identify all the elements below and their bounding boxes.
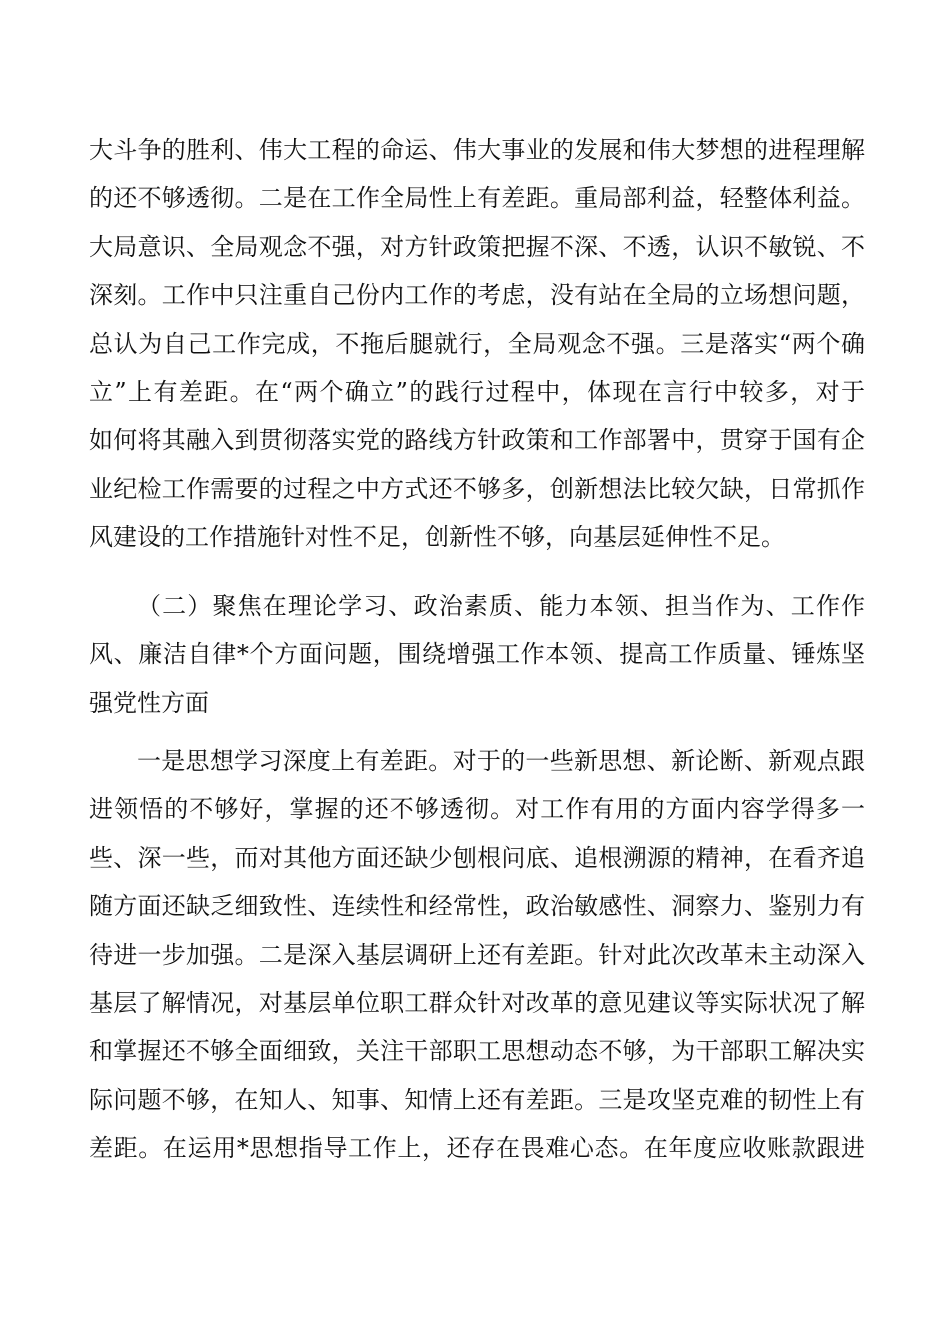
paragraph-body [89, 737, 865, 1173]
text-line: 待进一步加强。二是深入基层调研上还有差距。针对此次改革未主动深入 [89, 940, 865, 969]
text-line: 基层了解情况，对基层单位职工群众针对改革的意见建议等实际状况了解 [89, 988, 865, 1017]
text-line: 际问题不够，在知人、知事、知情上还有差距。三是攻坚克难的韧性上有 [89, 1085, 865, 1114]
text-line: 随方面还缺乏细致性、连续性和经常性，政治敏感性、洞察力、鉴别力有 [89, 892, 865, 921]
text-line: 的还不够透彻。二是在工作全局性上有差距。重局部利益，轻整体利益。 [89, 184, 865, 213]
text-line: 业纪检工作需要的过程之中方式还不够多，创新想法比较欠缺，日常抓作 [89, 474, 865, 503]
text-line: 进领悟的不够好，掌握的还不够透彻。对工作有用的方面内容学得多一 [89, 795, 865, 824]
heading-line: 风、廉洁自律*个方面问题，围绕增强工作本领、提高工作质量、锤炼坚 [89, 640, 865, 669]
text-line: 立”上有差距。在“两个确立”的践行过程中，体现在言行中较多，对于 [89, 377, 865, 406]
section-heading [89, 582, 865, 727]
text-line: 深刻。工作中只注重自己份内工作的考虑，没有站在全局的立场想问题， [89, 281, 865, 310]
heading-line: 强党性方面 [89, 688, 209, 717]
text-line: 和掌握还不够全面细致，关注干部职工思想动态不够，为干部职工解决实 [89, 1037, 865, 1066]
text-line: 风建设的工作措施针对性不足，创新性不够，向基层延伸性不足。 [89, 523, 785, 552]
heading-line: （二）聚焦在理论学习、政治素质、能力本领、担当作为、工作作 [137, 592, 865, 620]
text-line: 总认为自己工作完成，不拖后腿就行，全局观念不强。三是落实“两个确 [89, 329, 865, 358]
text-line: 如何将其融入到贯彻落实党的路线方针政策和工作部署中，贯穿于国有企 [89, 426, 865, 455]
paragraph-continued [89, 126, 865, 562]
text-line: 大局意识、全局观念不强，对方针政策把握不深、不透，认识不敏锐、不 [89, 232, 865, 261]
text-line: 一是思想学习深度上有差距。对于的一些新思想、新论断、新观点跟 [137, 747, 865, 775]
text-line: 差距。在运用*思想指导工作上，还存在畏难心态。在年度应收账款跟进 [89, 1134, 865, 1163]
text-line: 大斗争的胜利、伟大工程的命运、伟大事业的发展和伟大梦想的进程理解 [89, 136, 865, 164]
text-line: 些、深一些，而对其他方面还缺少刨根问底、追根溯源的精神，在看齐追 [89, 843, 865, 872]
